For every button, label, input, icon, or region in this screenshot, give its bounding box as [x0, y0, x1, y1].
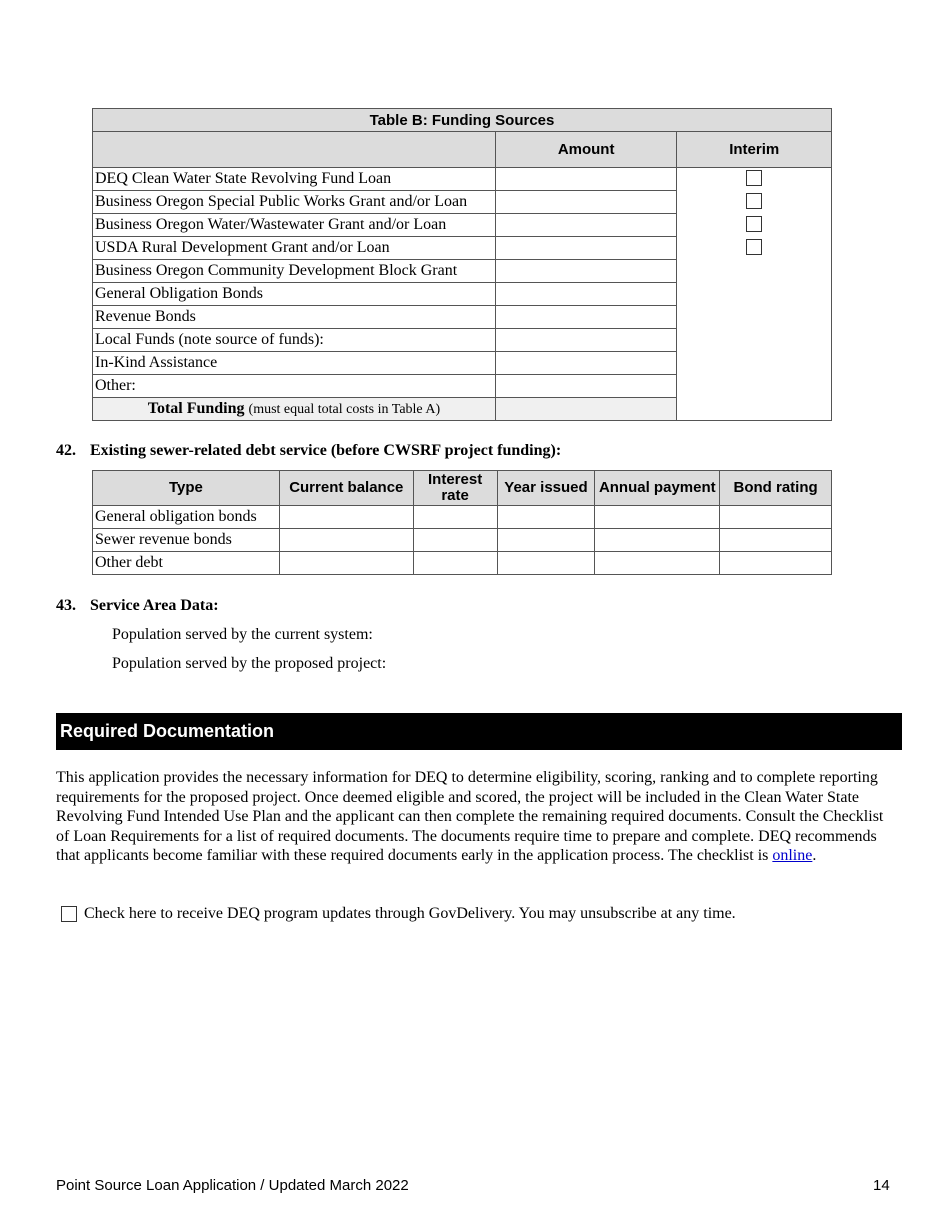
funding-source-label: Local Funds (note source of funds): — [93, 329, 496, 352]
population-proposed-label: Population served by the proposed project: — [112, 655, 387, 672]
funding-source-label: In-Kind Assistance — [93, 352, 496, 375]
question-number: 42. — [56, 442, 76, 459]
interest-rate-header: Interest rate — [413, 471, 497, 506]
bond-rating-cell[interactable] — [720, 506, 832, 529]
population-current-label: Population served by the current system: — [112, 626, 373, 643]
table-row — [93, 552, 832, 575]
page-number: 14 — [873, 1177, 890, 1194]
table-row — [93, 168, 832, 191]
amount-cell[interactable] — [495, 329, 677, 352]
question-number: 43. — [56, 597, 76, 614]
debt-type-label: General obligation bonds — [93, 506, 280, 529]
debt-type-label: Sewer revenue bonds — [93, 529, 280, 552]
bond-rating-header: Bond rating — [720, 471, 832, 506]
amount-cell[interactable] — [495, 237, 677, 260]
bond-rating-cell[interactable] — [720, 529, 832, 552]
debt-service-table — [92, 470, 832, 575]
footer-title: Point Source Loan Application / Updated March 2022 — [56, 1177, 409, 1194]
table-row — [93, 529, 832, 552]
table-b-blank-header — [93, 132, 496, 168]
year-issued-cell[interactable] — [497, 552, 595, 575]
table-b-title: Table B: Funding Sources — [93, 109, 832, 132]
question-text: Existing sewer-related debt service (before CWSRF project funding): — [90, 442, 562, 459]
current-balance-cell[interactable] — [279, 506, 413, 529]
funding-source-label: Business Oregon Community Development Block Grant — [93, 260, 496, 283]
annual-payment-header: Annual payment — [595, 471, 720, 506]
funding-sources-table — [92, 108, 832, 421]
total-funding-label — [93, 398, 496, 421]
online-link[interactable]: online — [772, 847, 813, 864]
table-row — [93, 506, 832, 529]
question-42-heading — [56, 442, 561, 460]
paragraph-end: . — [812, 847, 817, 864]
funding-source-label: General Obligation Bonds — [93, 283, 496, 306]
govdelivery-row — [61, 905, 736, 923]
interest-rate-cell[interactable] — [413, 529, 497, 552]
amount-header: Amount — [495, 132, 677, 168]
interim-checkbox[interactable] — [746, 170, 762, 186]
amount-cell[interactable] — [495, 214, 677, 237]
amount-cell[interactable] — [495, 191, 677, 214]
govdelivery-label: Check here to receive DEQ program updates through GovDelivery. You may unsubscribe at any time. — [84, 905, 736, 922]
question-43-heading — [56, 597, 219, 615]
interest-rate-cell[interactable] — [413, 552, 497, 575]
interim-header: Interim — [677, 132, 832, 168]
amount-cell[interactable] — [495, 306, 677, 329]
funding-source-label: Revenue Bonds — [93, 306, 496, 329]
total-funding-note: (must equal total costs in Table A) — [248, 402, 441, 417]
year-issued-cell[interactable] — [497, 529, 595, 552]
section-heading: Required Documentation — [60, 721, 275, 741]
total-funding-title: Total Funding — [147, 400, 245, 417]
year-issued-header: Year issued — [497, 471, 595, 506]
funding-source-label: Other: — [93, 375, 496, 398]
funding-source-label: Business Oregon Special Public Works Grant and/or Loan — [93, 191, 496, 214]
annual-payment-cell[interactable] — [595, 552, 720, 575]
amount-cell[interactable] — [495, 352, 677, 375]
bond-rating-cell[interactable] — [720, 552, 832, 575]
current-balance-cell[interactable] — [279, 552, 413, 575]
funding-source-label: Business Oregon Water/Wastewater Grant and/or Loan — [93, 214, 496, 237]
year-issued-cell[interactable] — [497, 506, 595, 529]
interim-column — [677, 168, 832, 421]
amount-cell[interactable] — [495, 168, 677, 191]
interim-checkbox[interactable] — [746, 193, 762, 209]
debt-type-label: Other debt — [93, 552, 280, 575]
amount-cell[interactable] — [495, 260, 677, 283]
required-documentation-paragraph — [56, 768, 896, 866]
funding-source-label: USDA Rural Development Grant and/or Loan — [93, 237, 496, 260]
amount-cell[interactable] — [495, 375, 677, 398]
funding-source-label: DEQ Clean Water State Revolving Fund Loan — [93, 168, 496, 191]
total-amount-cell — [495, 398, 677, 421]
current-balance-header: Current balance — [279, 471, 413, 506]
interest-rate-cell[interactable] — [413, 506, 497, 529]
current-balance-cell[interactable] — [279, 529, 413, 552]
question-text: Service Area Data: — [90, 597, 219, 614]
annual-payment-cell[interactable] — [595, 529, 720, 552]
interim-checkbox[interactable] — [746, 239, 762, 255]
paragraph-text: This application provides the necessary information for DEQ to determine eligibility, scoring, ranking and to complete reporting requirements for the proposed project. Once deemed eligible and scored, the project will be included in the Clean Water State Revolving Fund Intended Use Plan and the applicant can then complete the remaining required documents. Consult the Checklist of Loan Requirements for a list of required documents. The documents require time to prepare and complete. DEQ recommends that applicants become familiar with these required documents early in the application process. The checklist is — [56, 769, 884, 864]
govdelivery-checkbox[interactable] — [61, 906, 77, 922]
type-header: Type — [93, 471, 280, 506]
amount-cell[interactable] — [495, 283, 677, 306]
interim-checkbox[interactable] — [746, 216, 762, 232]
annual-payment-cell[interactable] — [595, 506, 720, 529]
required-documentation-banner — [56, 713, 902, 750]
